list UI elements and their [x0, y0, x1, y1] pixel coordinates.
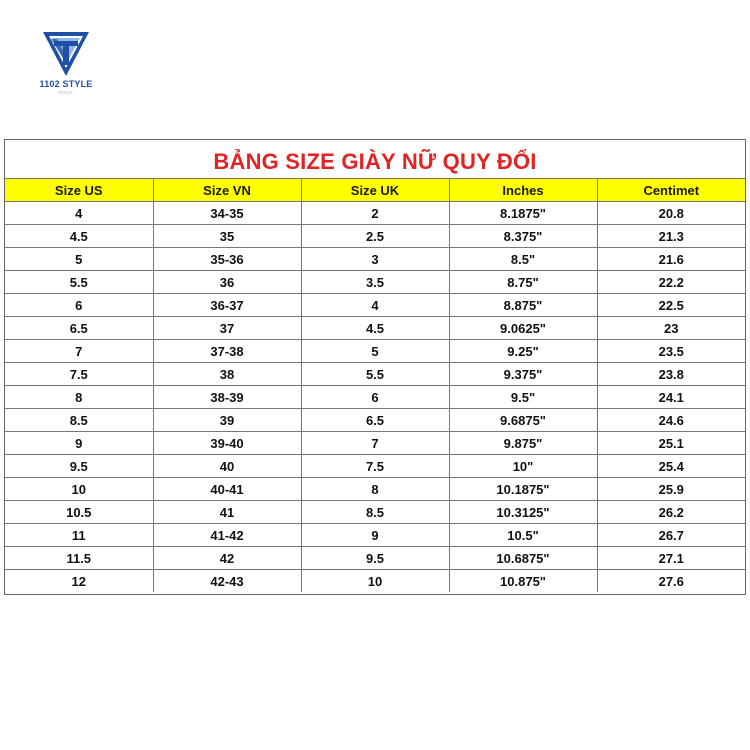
table-cell: 8.5" [449, 248, 597, 271]
table-cell: 40-41 [153, 478, 301, 501]
table-cell: 9.5 [5, 455, 153, 478]
table-cell: 36 [153, 271, 301, 294]
table-row [5, 524, 745, 547]
table-cell: 3.5 [301, 271, 449, 294]
table-cell: 8 [5, 386, 153, 409]
column-header: Size US [5, 179, 153, 202]
table-cell: 9.5 [301, 547, 449, 570]
table-cell: 26.7 [597, 524, 745, 547]
table-cell: 9.0625" [449, 317, 597, 340]
table-cell: 22.5 [597, 294, 745, 317]
table-cell: 42 [153, 547, 301, 570]
size-table [5, 178, 745, 592]
column-header: Size VN [153, 179, 301, 202]
table-cell: 25.9 [597, 478, 745, 501]
triangle-logo-icon [34, 30, 98, 78]
table-cell: 38 [153, 363, 301, 386]
column-header: Size UK [301, 179, 449, 202]
table-row [5, 340, 745, 363]
logo-brand-name: 1102 STYLE [39, 79, 93, 89]
table-cell: 8.1875" [449, 202, 597, 225]
table-row [5, 202, 745, 225]
table-cell: 6.5 [301, 409, 449, 432]
table-cell: 23.5 [597, 340, 745, 363]
table-cell: 21.3 [597, 225, 745, 248]
table-cell: 25.1 [597, 432, 745, 455]
column-header: Inches [449, 179, 597, 202]
brand-logo [34, 30, 98, 100]
table-cell: 10.5" [449, 524, 597, 547]
table-cell: 9 [301, 524, 449, 547]
table-cell: 8 [301, 478, 449, 501]
table-cell: 37-38 [153, 340, 301, 363]
table-cell: 35-36 [153, 248, 301, 271]
table-row [5, 570, 745, 593]
table-cell: 5 [301, 340, 449, 363]
table-cell: 7.5 [5, 363, 153, 386]
table-cell: 25.4 [597, 455, 745, 478]
table-cell: 12 [5, 570, 153, 593]
table-cell: 10.1875" [449, 478, 597, 501]
table-cell: 24.1 [597, 386, 745, 409]
table-cell: 8.5 [301, 501, 449, 524]
size-table-body [5, 202, 745, 593]
table-row [5, 432, 745, 455]
column-header: Centimet [597, 179, 745, 202]
table-cell: 41-42 [153, 524, 301, 547]
table-cell: 42-43 [153, 570, 301, 593]
table-cell: 8.375" [449, 225, 597, 248]
table-cell: 10.5 [5, 501, 153, 524]
table-cell: 8.75" [449, 271, 597, 294]
table-cell: 24.6 [597, 409, 745, 432]
table-row [5, 501, 745, 524]
table-cell: 9 [5, 432, 153, 455]
table-cell: 41 [153, 501, 301, 524]
table-cell: 39 [153, 409, 301, 432]
table-cell: 11.5 [5, 547, 153, 570]
table-row [5, 271, 745, 294]
table-cell: 9.875" [449, 432, 597, 455]
table-cell: 37 [153, 317, 301, 340]
table-row [5, 363, 745, 386]
table-cell: 10 [5, 478, 153, 501]
table-cell: 7.5 [301, 455, 449, 478]
table-cell: 21.6 [597, 248, 745, 271]
table-cell: 7 [301, 432, 449, 455]
table-row [5, 317, 745, 340]
table-cell: 9.375" [449, 363, 597, 386]
table-cell: 35 [153, 225, 301, 248]
table-cell: 4 [301, 294, 449, 317]
table-cell: 40 [153, 455, 301, 478]
table-cell: 38-39 [153, 386, 301, 409]
table-cell: 2.5 [301, 225, 449, 248]
table-cell: 2 [301, 202, 449, 225]
logo-tagline: SHOP [58, 90, 74, 95]
table-cell: 8.5 [5, 409, 153, 432]
table-cell: 9.6875" [449, 409, 597, 432]
table-cell: 36-37 [153, 294, 301, 317]
table-cell: 34-35 [153, 202, 301, 225]
table-cell: 6 [5, 294, 153, 317]
table-cell: 4 [5, 202, 153, 225]
table-cell: 9.25" [449, 340, 597, 363]
table-cell: 3 [301, 248, 449, 271]
table-cell: 4.5 [301, 317, 449, 340]
table-row [5, 386, 745, 409]
table-cell: 9.5" [449, 386, 597, 409]
table-cell: 39-40 [153, 432, 301, 455]
table-cell: 10.3125" [449, 501, 597, 524]
size-chart [4, 139, 746, 595]
table-cell: 11 [5, 524, 153, 547]
table-cell: 23 [597, 317, 745, 340]
table-cell: 10" [449, 455, 597, 478]
table-cell: 10.875" [449, 570, 597, 593]
size-chart-title: BẢNG SIZE GIÀY NỮ QUY ĐỔI [213, 149, 537, 174]
table-row [5, 294, 745, 317]
table-cell: 27.6 [597, 570, 745, 593]
header-row [5, 179, 745, 202]
table-row [5, 248, 745, 271]
table-cell: 6 [301, 386, 449, 409]
table-cell: 5 [5, 248, 153, 271]
table-row [5, 225, 745, 248]
table-cell: 10 [301, 570, 449, 593]
table-cell: 27.1 [597, 547, 745, 570]
table-cell: 5.5 [301, 363, 449, 386]
table-cell: 20.8 [597, 202, 745, 225]
table-cell: 23.8 [597, 363, 745, 386]
table-cell: 26.2 [597, 501, 745, 524]
table-cell: 10.6875" [449, 547, 597, 570]
table-cell: 8.875" [449, 294, 597, 317]
table-cell: 22.2 [597, 271, 745, 294]
table-row [5, 455, 745, 478]
table-cell: 7 [5, 340, 153, 363]
table-row [5, 478, 745, 501]
table-cell: 6.5 [5, 317, 153, 340]
table-cell: 5.5 [5, 271, 153, 294]
table-cell: 4.5 [5, 225, 153, 248]
table-row [5, 547, 745, 570]
table-row [5, 409, 745, 432]
